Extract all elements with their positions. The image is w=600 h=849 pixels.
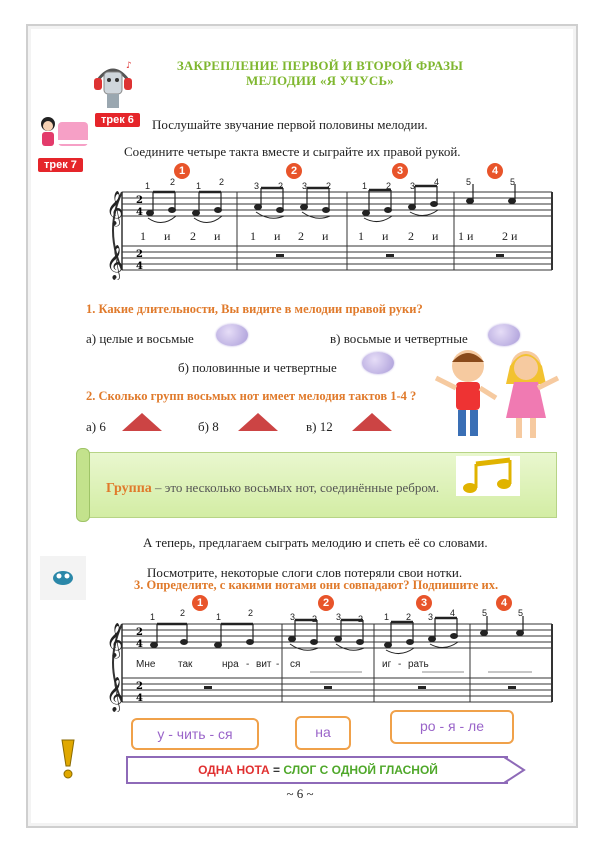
count: и [164,229,171,243]
answer-smiley-icon[interactable] [488,324,520,346]
measure-badge-2: 2 [318,595,334,611]
count: 1 [140,229,146,243]
q2-option-c[interactable]: в) 12 [306,419,333,434]
svg-text:♪: ♪ [126,61,132,71]
count: 1 [358,229,364,243]
fingering: 5 [510,177,516,187]
rule-part-2: СЛОГ С ОДНОЙ ГЛАСНОЙ [283,763,438,777]
fingering: 3 [290,612,296,622]
lyric-syllable: нра [222,659,239,670]
fingering: 2 [219,177,225,187]
word-card-royale[interactable]: ро - я - ле [390,710,514,744]
fingering: 3 [410,181,416,191]
measure-badge-3: 3 [416,595,432,611]
lost-syllables-text: Посмотрите, некоторые слоги слов потеряли свои нотки. [147,565,463,580]
fingering: 1 [145,181,151,191]
group-text: – это несколько восьмых нот, соединённые ребром. [151,480,440,495]
fingering: 2 [180,608,186,618]
count: 2 и [502,229,518,243]
fingering: 1 [150,612,156,622]
count: и [322,229,329,243]
fingering: 3 [336,612,342,622]
fingering: 4 [450,608,456,618]
svg-text:𝄞: 𝄞 [106,623,124,658]
q1-option-b[interactable]: б) половинные и четвертные [178,360,337,375]
title-line-2: МЕЛОДИИ «Я УЧУСЬ» [246,73,394,88]
count: 2 [190,229,196,243]
fingering: 3 [428,612,434,622]
lyric-syllable: вит [256,659,272,670]
svg-text:2: 2 [136,249,143,260]
svg-text:4: 4 [136,261,143,272]
q1-option-c[interactable]: в) восьмые и четвертные [330,331,468,346]
lyric-syllable: иг [382,659,392,670]
rule-equals: = [269,763,284,777]
listen-instruction: Послушайте звучание первой половины мелодии. [152,117,428,132]
svg-text:2: 2 [136,195,143,206]
count: 2 [408,229,414,243]
svg-text:𝄞: 𝄞 [106,191,124,226]
svg-text:4: 4 [136,639,143,650]
measure-badge-2: 2 [286,163,302,179]
fingering: 2 [312,614,318,624]
answer-smiley-icon[interactable] [362,352,394,374]
count: 2 [298,229,304,243]
lyric-syllable: ся [290,659,301,670]
count: и [382,229,389,243]
svg-text:4: 4 [136,207,143,218]
lyric-syllable: - [398,659,402,670]
fingering: 2 [248,608,254,618]
fingering: 2 [406,612,412,622]
answer-triangle-icon[interactable] [352,413,392,431]
svg-text:2: 2 [136,681,143,692]
title-line-1: ЗАКРЕПЛЕНИЕ ПЕРВОЙ И ВТОРОЙ ФРАЗЫ [176,58,464,73]
kids-illustration-icon [430,344,564,444]
rule-part-1: ОДНА НОТА [198,763,270,777]
count: 1 [250,229,256,243]
rule-arrow-tip [504,756,526,784]
svg-text:4: 4 [136,693,143,704]
fingering: 1 [196,181,202,191]
fingering: 4 [434,177,440,187]
q2-option-a[interactable]: а) 6 [86,419,106,434]
lyric-syllable: рать [408,659,429,670]
fingering: 2 [326,181,332,191]
svg-text:𝄞: 𝄞 [106,677,124,712]
group-term: Группа [106,481,152,496]
answer-smiley-icon[interactable] [216,324,248,346]
fingering: 1 [384,612,390,622]
group-definition [106,480,439,497]
lyric-syllable: - [276,659,280,670]
count: и [274,229,281,243]
count: 1 и [458,229,474,243]
track-6-label[interactable]: трек 6 [95,113,140,127]
girl-piano-icon [34,110,94,158]
fingering: 5 [518,608,524,618]
fingering: 5 [466,177,472,187]
question-1: 1. Какие длительности, Вы видите в мелодии правой руки? [86,302,423,316]
lyric-syllable: так [178,659,193,670]
question-3: 3. Определите, с какими нотами они совпадают? Подпишите их. [134,578,499,592]
question-2: 2. Сколько групп восьмых нот имеет мелодия тактов 1-4 ? [86,389,417,403]
answer-triangle-icon[interactable] [122,413,162,431]
page-number: ~ 6 ~ [286,786,314,801]
rule-banner [126,756,508,784]
fingering: 1 [216,612,222,622]
owl-icon [40,556,86,600]
count: и [432,229,439,243]
track-7-label[interactable]: трек 7 [38,158,83,172]
word-card-na[interactable]: на [295,716,351,750]
measure-badge-1: 1 [192,595,208,611]
scroll-roll [76,448,90,522]
q2-option-b[interactable]: б) 8 [198,419,219,434]
fingering: 2 [278,181,284,191]
count: и [214,229,221,243]
lyric-syllable: Мне [136,659,156,670]
fingering: 1 [362,181,368,191]
play-and-sing-instruction: А теперь, предлагаем сыграть мелодию и спеть её со словами. [143,535,488,550]
word-card-uchitsya[interactable]: у - чить - ся [131,718,259,750]
answer-triangle-icon[interactable] [238,413,278,431]
fingering: 2 [358,614,364,624]
eighth-notes-icon [456,456,520,496]
lyric-syllable: - [246,659,250,670]
svg-text:2: 2 [136,627,143,638]
exclamation-icon [58,738,78,780]
fingering: 5 [482,608,488,618]
page-title [130,58,510,88]
q1-option-a[interactable]: а) целые и восьмые [86,331,194,346]
fingering: 2 [170,177,176,187]
measure-badge-4: 4 [487,163,503,179]
measure-badge-3: 3 [392,163,408,179]
svg-text:𝄞: 𝄞 [106,245,124,280]
fingering: 3 [302,181,308,191]
fingering: 2 [386,181,392,191]
fingering: 3 [254,181,260,191]
connect-instruction: Соедините четыре такта вместе и сыграйте их правой рукой. [124,144,461,159]
measure-badge-1: 1 [174,163,190,179]
music-staff-2 [92,612,554,712]
measure-badge-4: 4 [496,595,512,611]
